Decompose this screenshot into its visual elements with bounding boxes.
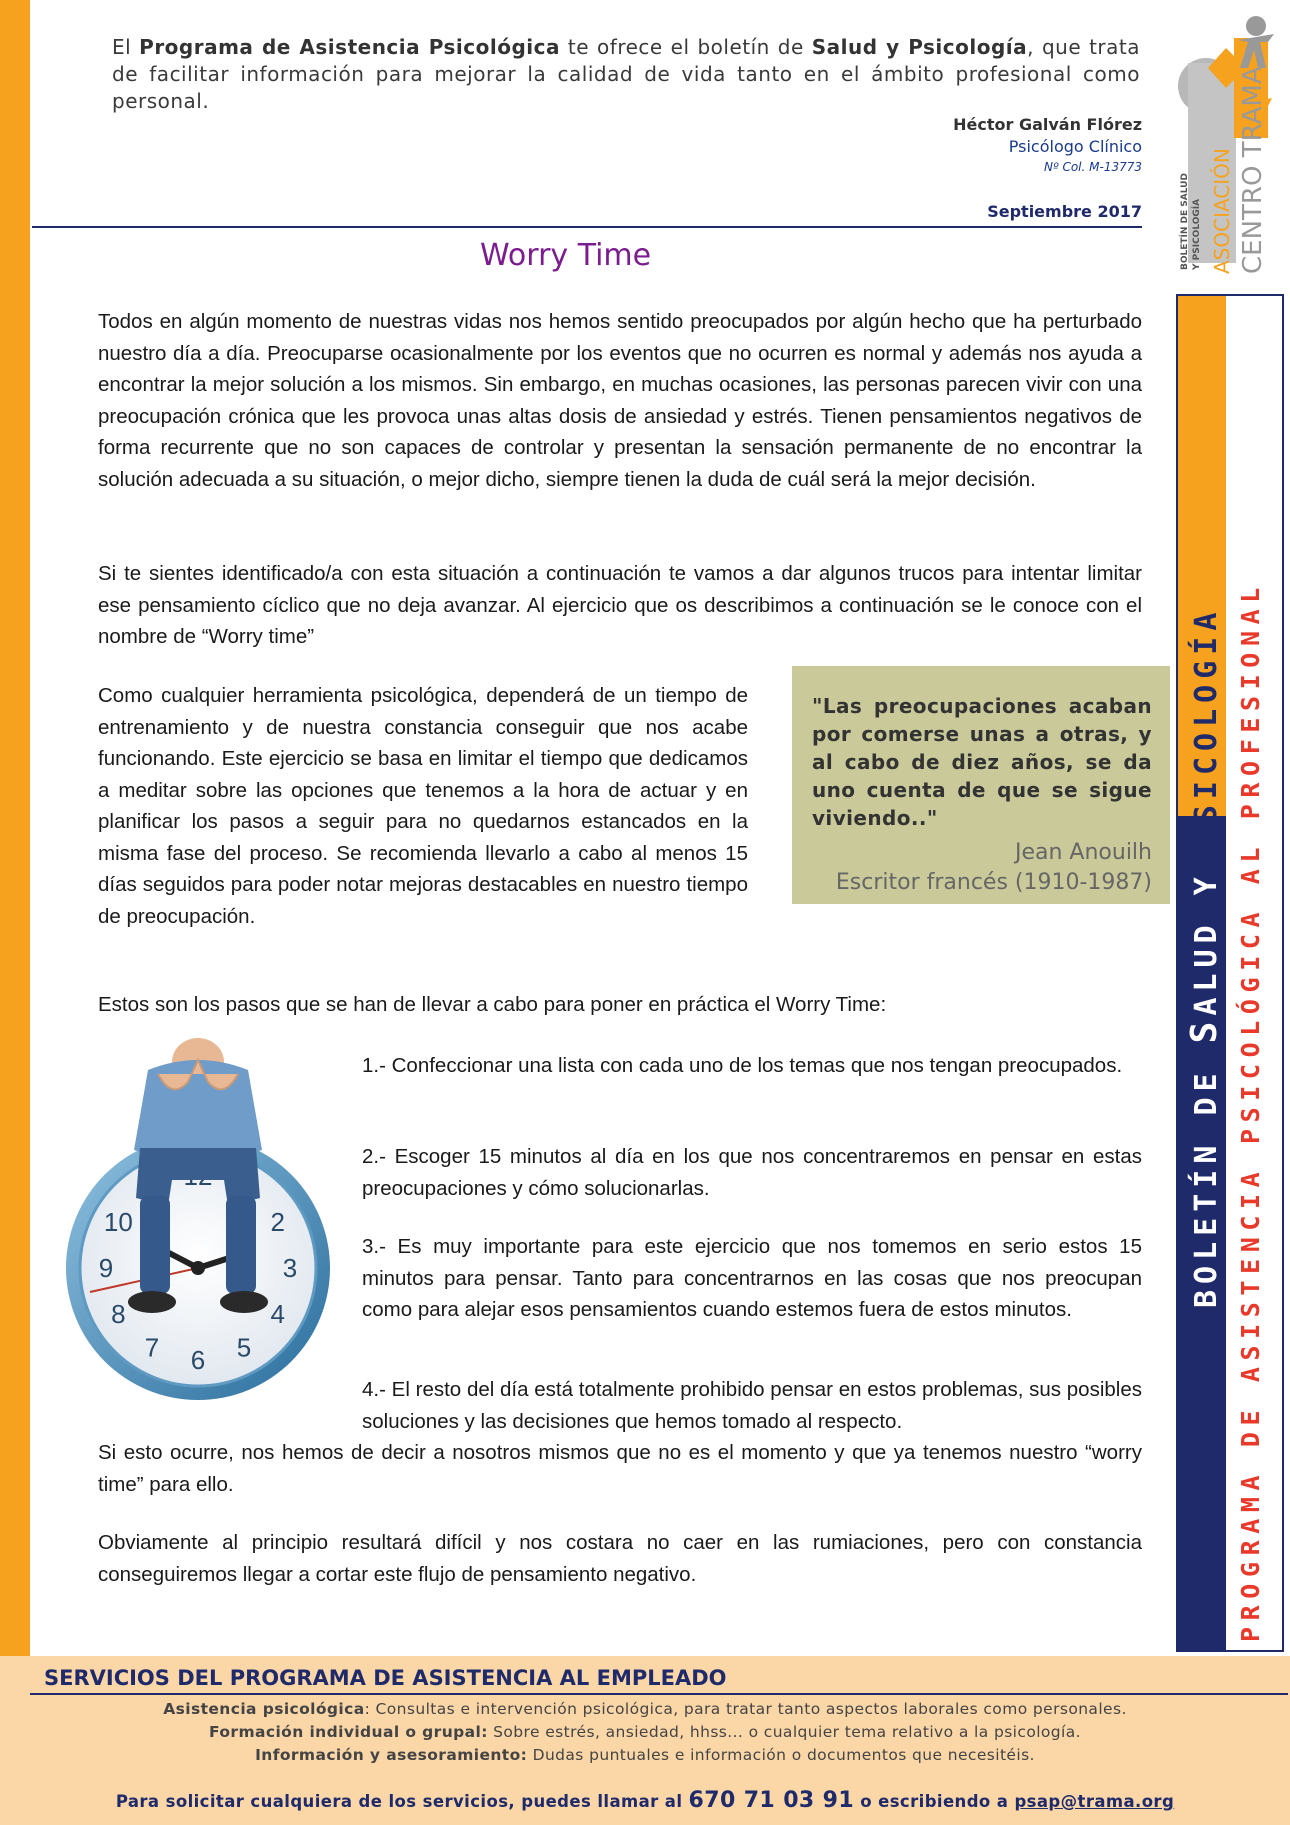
clock-number: 10 — [103, 1207, 133, 1237]
paragraph-5: Obviamente al principio resultará difícil y nos costara no caer en las rumiaciones, pero con constancia conseguiremos llegar a cortar este flujo de pensamiento negativo. — [98, 1531, 1142, 1586]
email-link[interactable]: psap@trama.org — [1014, 1792, 1175, 1811]
clock-number: 8 — [111, 1299, 126, 1329]
trama-logo — [1168, 8, 1286, 276]
header-intro: El Programa de Asistencia Psicológica te ofrece el boletín de Salud y Psicología, que trata de facilitar información para mejorar la calidad de vida tanto en el ámbito profesional como personal. — [112, 35, 1140, 113]
author-role: Psicólogo Clínico — [1008, 137, 1142, 156]
paragraph-3: Como cualquier herramienta psicológica, dependerá de un tiempo de entrenamiento y de nuestra constancia conseguir que nos acabe funcionando. Este ejercicio se basa en limitar el tiempo que dedicamos a meditar sobre las opciones que tenemos a la hora de actuar y en planificar los pasos a seguir para no quedarnos estancados en la misma fase del proceso. Se recomienda llevarlo a cabo al menos 15 días seguidos para poder notar mejoras destacables en nuestro tiempo de preocupación. — [98, 684, 748, 928]
sidebar-subtitle: PROGRAMA DE ASISTENCIA PSICOLÓGICA AL PROFESIONAL — [1236, 581, 1265, 1642]
paragraph-2: Si te sientes identificado/a con esta situación a continuación te vamos a dar algunos trucos para intentar limitar ese pensamiento cíclico que no deja avanzar. Al ejercicio que os describimos a continuación se le conoce con el nombre de “Worry time” — [98, 562, 1142, 648]
topic-name: Salud y Psicología — [811, 35, 1028, 59]
logo-small-text-2: Y PSICOLOGÍA — [1192, 198, 1202, 270]
phone-number[interactable]: 670 71 03 91 — [688, 1788, 855, 1813]
logo-name-1: ASOCIACIÓN — [1210, 148, 1234, 274]
clock-number: 9 — [98, 1253, 114, 1283]
sidebar-title: BOLETÍN DE SALUD Y PSICOLOGÍA — [1184, 606, 1225, 1308]
footer-contact: Para solicitar cualquiera de los servicios, puedes llamar al 670 71 03 91 o escribiendo a psap@trama.org — [115, 1788, 1175, 1813]
step-3: 3.- Es muy importante para este ejercicio que nos tomemos en serio estos 15 minutos para pensar. Tanto para concentrarnos en las cosas que nos preocupan como para alejar esos pensamientos cuando estemos fuera de estos minutos. — [362, 1235, 1142, 1321]
quote-box — [792, 666, 1170, 904]
author-col-number: Nº Col. M-13773 — [1044, 160, 1142, 174]
clock-number: 5 — [236, 1332, 252, 1363]
clock-number: 7 — [144, 1332, 160, 1363]
paragraph-4: Estos son los pasos que se han de llevar a cabo para poner en práctica el Worry Time: — [98, 993, 887, 1016]
author-name: Héctor Galván Flórez — [953, 115, 1142, 134]
footer-title: SERVICIOS DEL PROGRAMA DE ASISTENCIA AL EMPLEADO — [44, 1666, 727, 1690]
clock-number: 6 — [190, 1345, 206, 1375]
logo-small-text-1: BOLETÍN DE SALUD — [1180, 173, 1190, 270]
program-name: Programa de Asistencia Psicológica — [139, 35, 560, 59]
clock-number: 2 — [270, 1207, 285, 1237]
issue-date: Septiembre 2017 — [987, 202, 1142, 221]
services-footer — [0, 1656, 1290, 1825]
paragraph-1: Todos en algún momento de nuestras vidas nos hemos sentido preocupados por algún hecho que ha perturbado nuestro día a día. Preocuparse ocasionalmente por los eventos que no ocurren es normal y además nos ayuda a encontrar la mejor solución a los mismos. Sin embargo, en muchas ocasiones, las personas parecen vivir con una preocupación crónica que les provoca unas altas dosis de ansiedad y estrés. Tienen pensamientos negativos de forma recurrente que no son capaces de controlar y presentan la sensación permanente de no encontrar la solución adecuada a su situación, o mejor dicho, siempre tienen la duda de cuál será la mejor decisión. — [98, 310, 1142, 491]
step-4-part-1: 4.- El resto del día está totalmente prohibido pensar en estos problemas, sus posibles soluciones y las decisiones que hemos tomado al respecto. — [362, 1378, 1142, 1433]
bulletin-sidebar — [1176, 294, 1284, 1652]
logo-name-2: CENTRO TRAMA — [1238, 66, 1268, 274]
worried-man-on-clock-illustration — [48, 1030, 348, 1410]
header-divider — [32, 226, 1142, 228]
quote-author-role: Escritor francés (1910-1987) — [835, 870, 1152, 895]
article-title: Worry Time — [480, 238, 652, 273]
step-2: 2.- Escoger 15 minutos al día en los que nos concentraremos en pensar en estas preocupaciones y cómo solucionarlas. — [362, 1145, 1142, 1200]
clock-number: 4 — [270, 1299, 285, 1329]
step-4-part-2: Si esto ocurre, nos hemos de decir a nosotros mismos que no es el momento y que ya tenemos nuestro “worry time” para ello. — [98, 1441, 1142, 1496]
signature — [953, 114, 1142, 176]
footer-service-3: Información y asesoramiento: Dudas puntuales e información o documentos que necesitéis. — [255, 1746, 1035, 1764]
quote-author: Jean Anouilh — [1014, 840, 1152, 865]
left-orange-stripe — [0, 0, 30, 1656]
clock-icon — [48, 1030, 348, 1410]
footer-service-1: Asistencia psicológica: Consultas e intervención psicológica, para tratar tanto aspectos laborales como personales. — [163, 1700, 1127, 1718]
step-1: 1.- Confeccionar una lista con cada uno de los temas que nos tengan preocupados. — [362, 1054, 1123, 1077]
clock-number: 3 — [282, 1253, 298, 1283]
quote-text: "Las preocupaciones acaban por comerse unas a otras, y al cabo de diez años, se da uno cuenta de que se sigue viviendo.." — [812, 694, 1152, 830]
footer-service-2: Formación individual o grupal: Sobre estrés, ansiedad, hhss... o cualquier tema relativo a la psicología. — [209, 1723, 1081, 1741]
